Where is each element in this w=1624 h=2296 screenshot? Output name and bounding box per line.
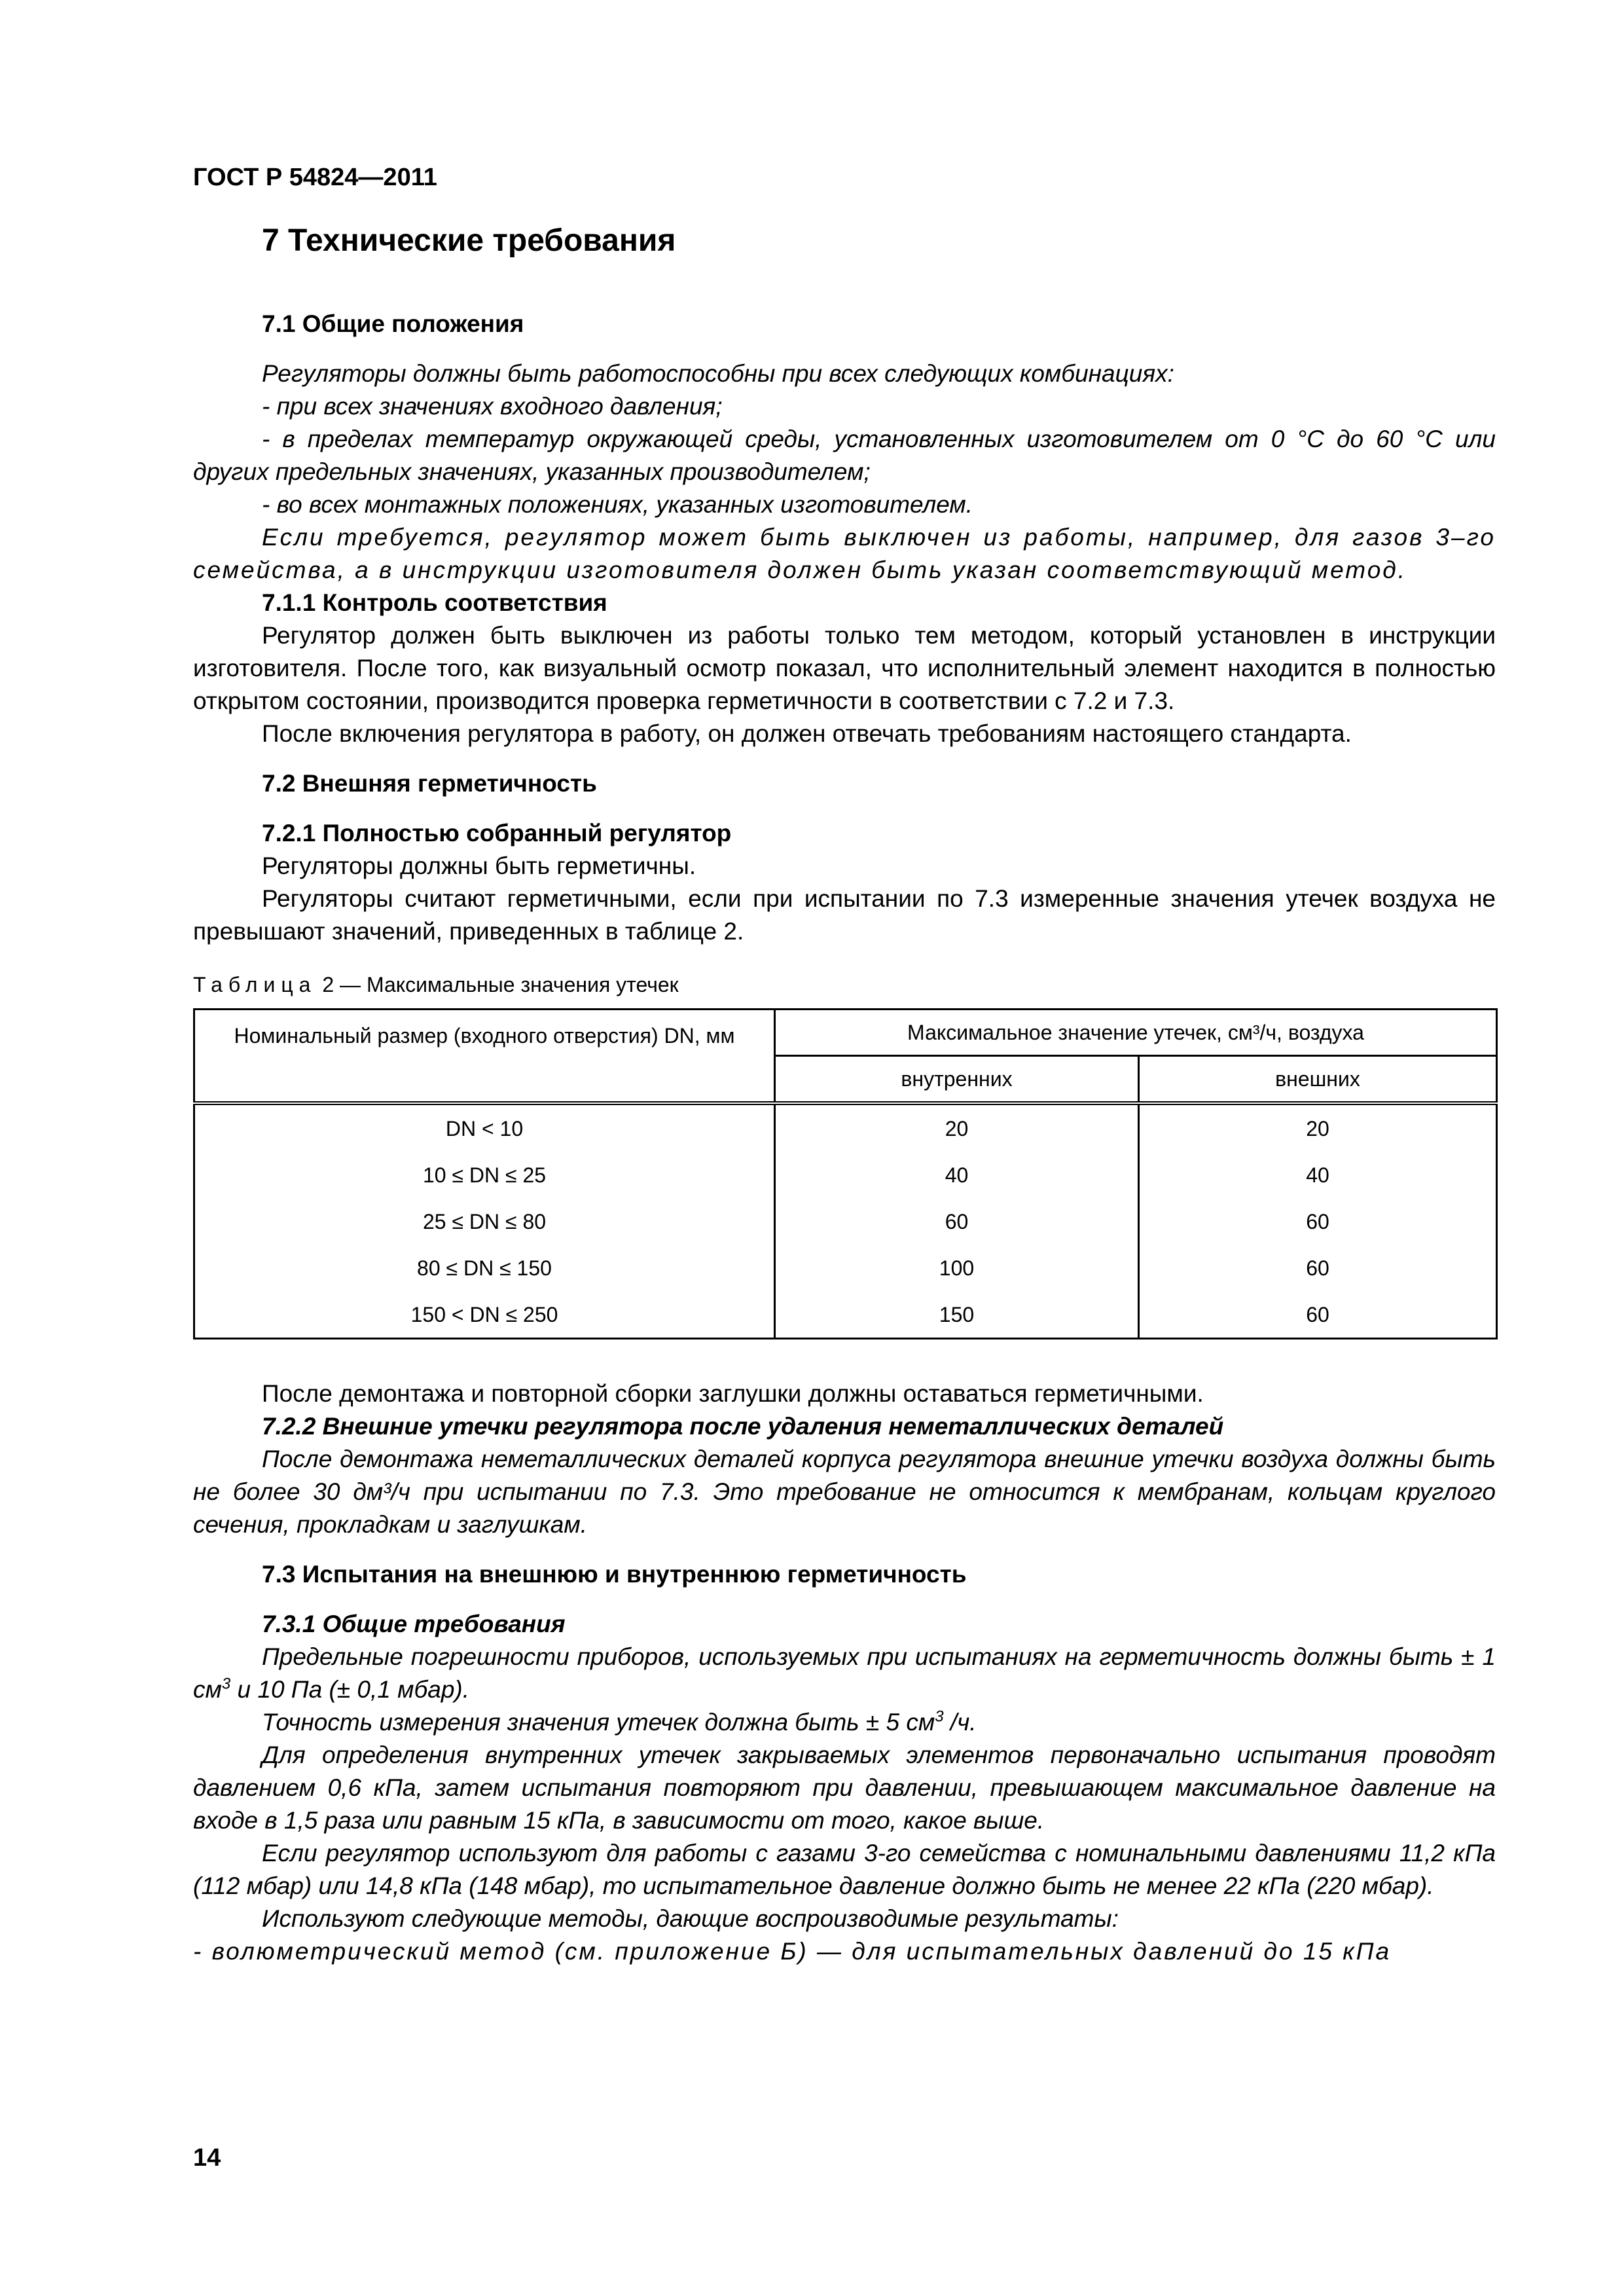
table-header-nominal-size: Номинальный размер (входного отверстия) DN, мм xyxy=(194,1010,775,1104)
paragraph: Если регулятор используют для работы с газами 3-го семейства с номинальными давлениями 11,2 кПа (112 мбар) или 14,8 кПа (148 мбар), то испытательное давление должно быть не менее 22 кПа (220 мбар). xyxy=(193,1840,1496,1899)
table-cell-internal: 60 xyxy=(775,1198,1139,1245)
paragraph: После демонтажа неметаллических деталей корпуса регулятора внешние утечки воздуха должны быть не более 30 дм³/ч при испытании по 7.3. Это требование не относится к мембранам, кольцам круглого сечения, прокладкам и заглушкам. xyxy=(193,1446,1496,1538)
section-7-2-1-title: 7.2.1 Полностью собранный регулятор xyxy=(262,820,732,847)
table-row xyxy=(194,1103,1497,1152)
table-caption-word: Таблица xyxy=(193,973,317,996)
table-cell-external: 60 xyxy=(1139,1245,1497,1291)
table-row xyxy=(194,1198,1497,1245)
table-cell-dn: 150 < DN ≤ 250 xyxy=(194,1291,775,1339)
section-7-3-1-title: 7.3.1 Общие требования xyxy=(262,1611,566,1637)
page-number: 14 xyxy=(193,2144,221,2172)
table-header-internal: внутренних xyxy=(775,1056,1139,1104)
leakage-table xyxy=(193,1008,1498,1339)
section-7-3-title: 7.3 Испытания на внешнюю и внутреннюю герметичность xyxy=(262,1561,967,1588)
document-header: ГОСТ Р 54824—2011 xyxy=(193,164,437,191)
table-cell-external: 20 xyxy=(1139,1103,1497,1152)
superscript: 3 xyxy=(221,1675,231,1693)
table-row xyxy=(194,1291,1497,1339)
paragraph-text: Точность измерения значения утечек должна быть ± 5 см xyxy=(262,1709,935,1736)
paragraph: Используют следующие методы, дающие воспроизводимые результаты: xyxy=(262,1905,1119,1932)
paragraph: Если требуется, регулятор может быть выключен из работы, например, для газов 3–го семейства, а в инструкции изготовителя должен быть указан соответствующий метод. xyxy=(193,524,1496,583)
paragraph: Регуляторы должны быть герметичны. xyxy=(262,852,696,879)
table-cell-external: 60 xyxy=(1139,1291,1497,1339)
paragraph-text: и 10 Па (± 0,1 мбар). xyxy=(230,1676,470,1703)
section-7-1-title: 7.1 Общие положения xyxy=(262,310,524,337)
table-cell-dn: 80 ≤ DN ≤ 150 xyxy=(194,1245,775,1291)
table-caption-text: 2 — Максимальные значения утечек xyxy=(316,973,679,996)
table-row xyxy=(194,1152,1497,1198)
table-caption xyxy=(193,970,1496,999)
table-header-external: внешних xyxy=(1139,1056,1497,1104)
section-7-2-2-title: 7.2.2 Внешние утечки регулятора после удаления неметаллических деталей xyxy=(262,1413,1224,1440)
table-row xyxy=(194,1245,1497,1291)
paragraph: Регуляторы должны быть работоспособны при всех следующих комбинациях: xyxy=(262,360,1174,387)
table-cell-external: 60 xyxy=(1139,1198,1497,1245)
table-cell-external: 40 xyxy=(1139,1152,1497,1198)
paragraph: После включения регулятора в работу, он должен отвечать требованиям настоящего стандарта. xyxy=(262,720,1352,747)
paragraph-text: Предельные погрешности приборов, используемых при испытаниях на герметичность должны быть ± 1 см xyxy=(193,1643,1496,1703)
superscript: 3 xyxy=(935,1707,944,1726)
paragraph: Регуляторы считают герметичными, если при испытании по 7.3 измеренные значения утечек воздуха не превышают значений, приведенных в таблице 2. xyxy=(193,885,1496,945)
table-cell-dn: 25 ≤ DN ≤ 80 xyxy=(194,1198,775,1245)
paragraph: - волюметрический метод (см. приложение Б) — для испытательных давлений до 15 кПа xyxy=(193,1938,1392,1965)
paragraph xyxy=(193,1706,1496,1739)
chapter-title: 7 Технические требования xyxy=(262,223,676,258)
paragraph: - при всех значениях входного давления; xyxy=(262,393,723,420)
section-7-1-1-title: 7.1.1 Контроль соответствия xyxy=(262,589,607,616)
page-content xyxy=(193,308,1496,1968)
paragraph: После демонтажа и повторной сборки заглушки должны оставаться герметичными. xyxy=(262,1380,1204,1407)
paragraph xyxy=(193,1641,1496,1706)
paragraph: - во всех монтажных положениях, указанных изготовителем. xyxy=(262,491,973,518)
table-cell-internal: 150 xyxy=(775,1291,1139,1339)
table-cell-internal: 100 xyxy=(775,1245,1139,1291)
table-cell-dn: 10 ≤ DN ≤ 25 xyxy=(194,1152,775,1198)
table-header-max-leakage: Максимальное значение утечек, см³/ч, воздуха xyxy=(775,1010,1497,1056)
table-cell-internal: 40 xyxy=(775,1152,1139,1198)
paragraph: Регулятор должен быть выключен из работы только тем методом, который установлен в инструкции изготовителя. После того, как визуальный осмотр показал, что исполнительный элемент находится в полностью открытом состоянии, производится проверка герметичности в соответствии с 7.2 и 7.3. xyxy=(193,622,1496,714)
paragraph-text: /ч. xyxy=(943,1709,977,1736)
table-cell-internal: 20 xyxy=(775,1103,1139,1152)
table-cell-dn: DN < 10 xyxy=(194,1103,775,1152)
paragraph: - в пределах температур окружающей среды, установленных изготовителем от 0 °С до 60 °С или других предельных значениях, указанных производителем; xyxy=(193,426,1496,485)
paragraph: Для определения внутренних утечек закрываемых элементов первоначально испытания проводят давлением 0,6 кПа, затем испытания повторяют при давлении, превышающем максимальное давление на входе в 1,5 раза или равным 15 кПа, в зависимости от того, какое выше. xyxy=(193,1741,1496,1834)
section-7-2-title: 7.2 Внешняя герметичность xyxy=(262,770,597,797)
